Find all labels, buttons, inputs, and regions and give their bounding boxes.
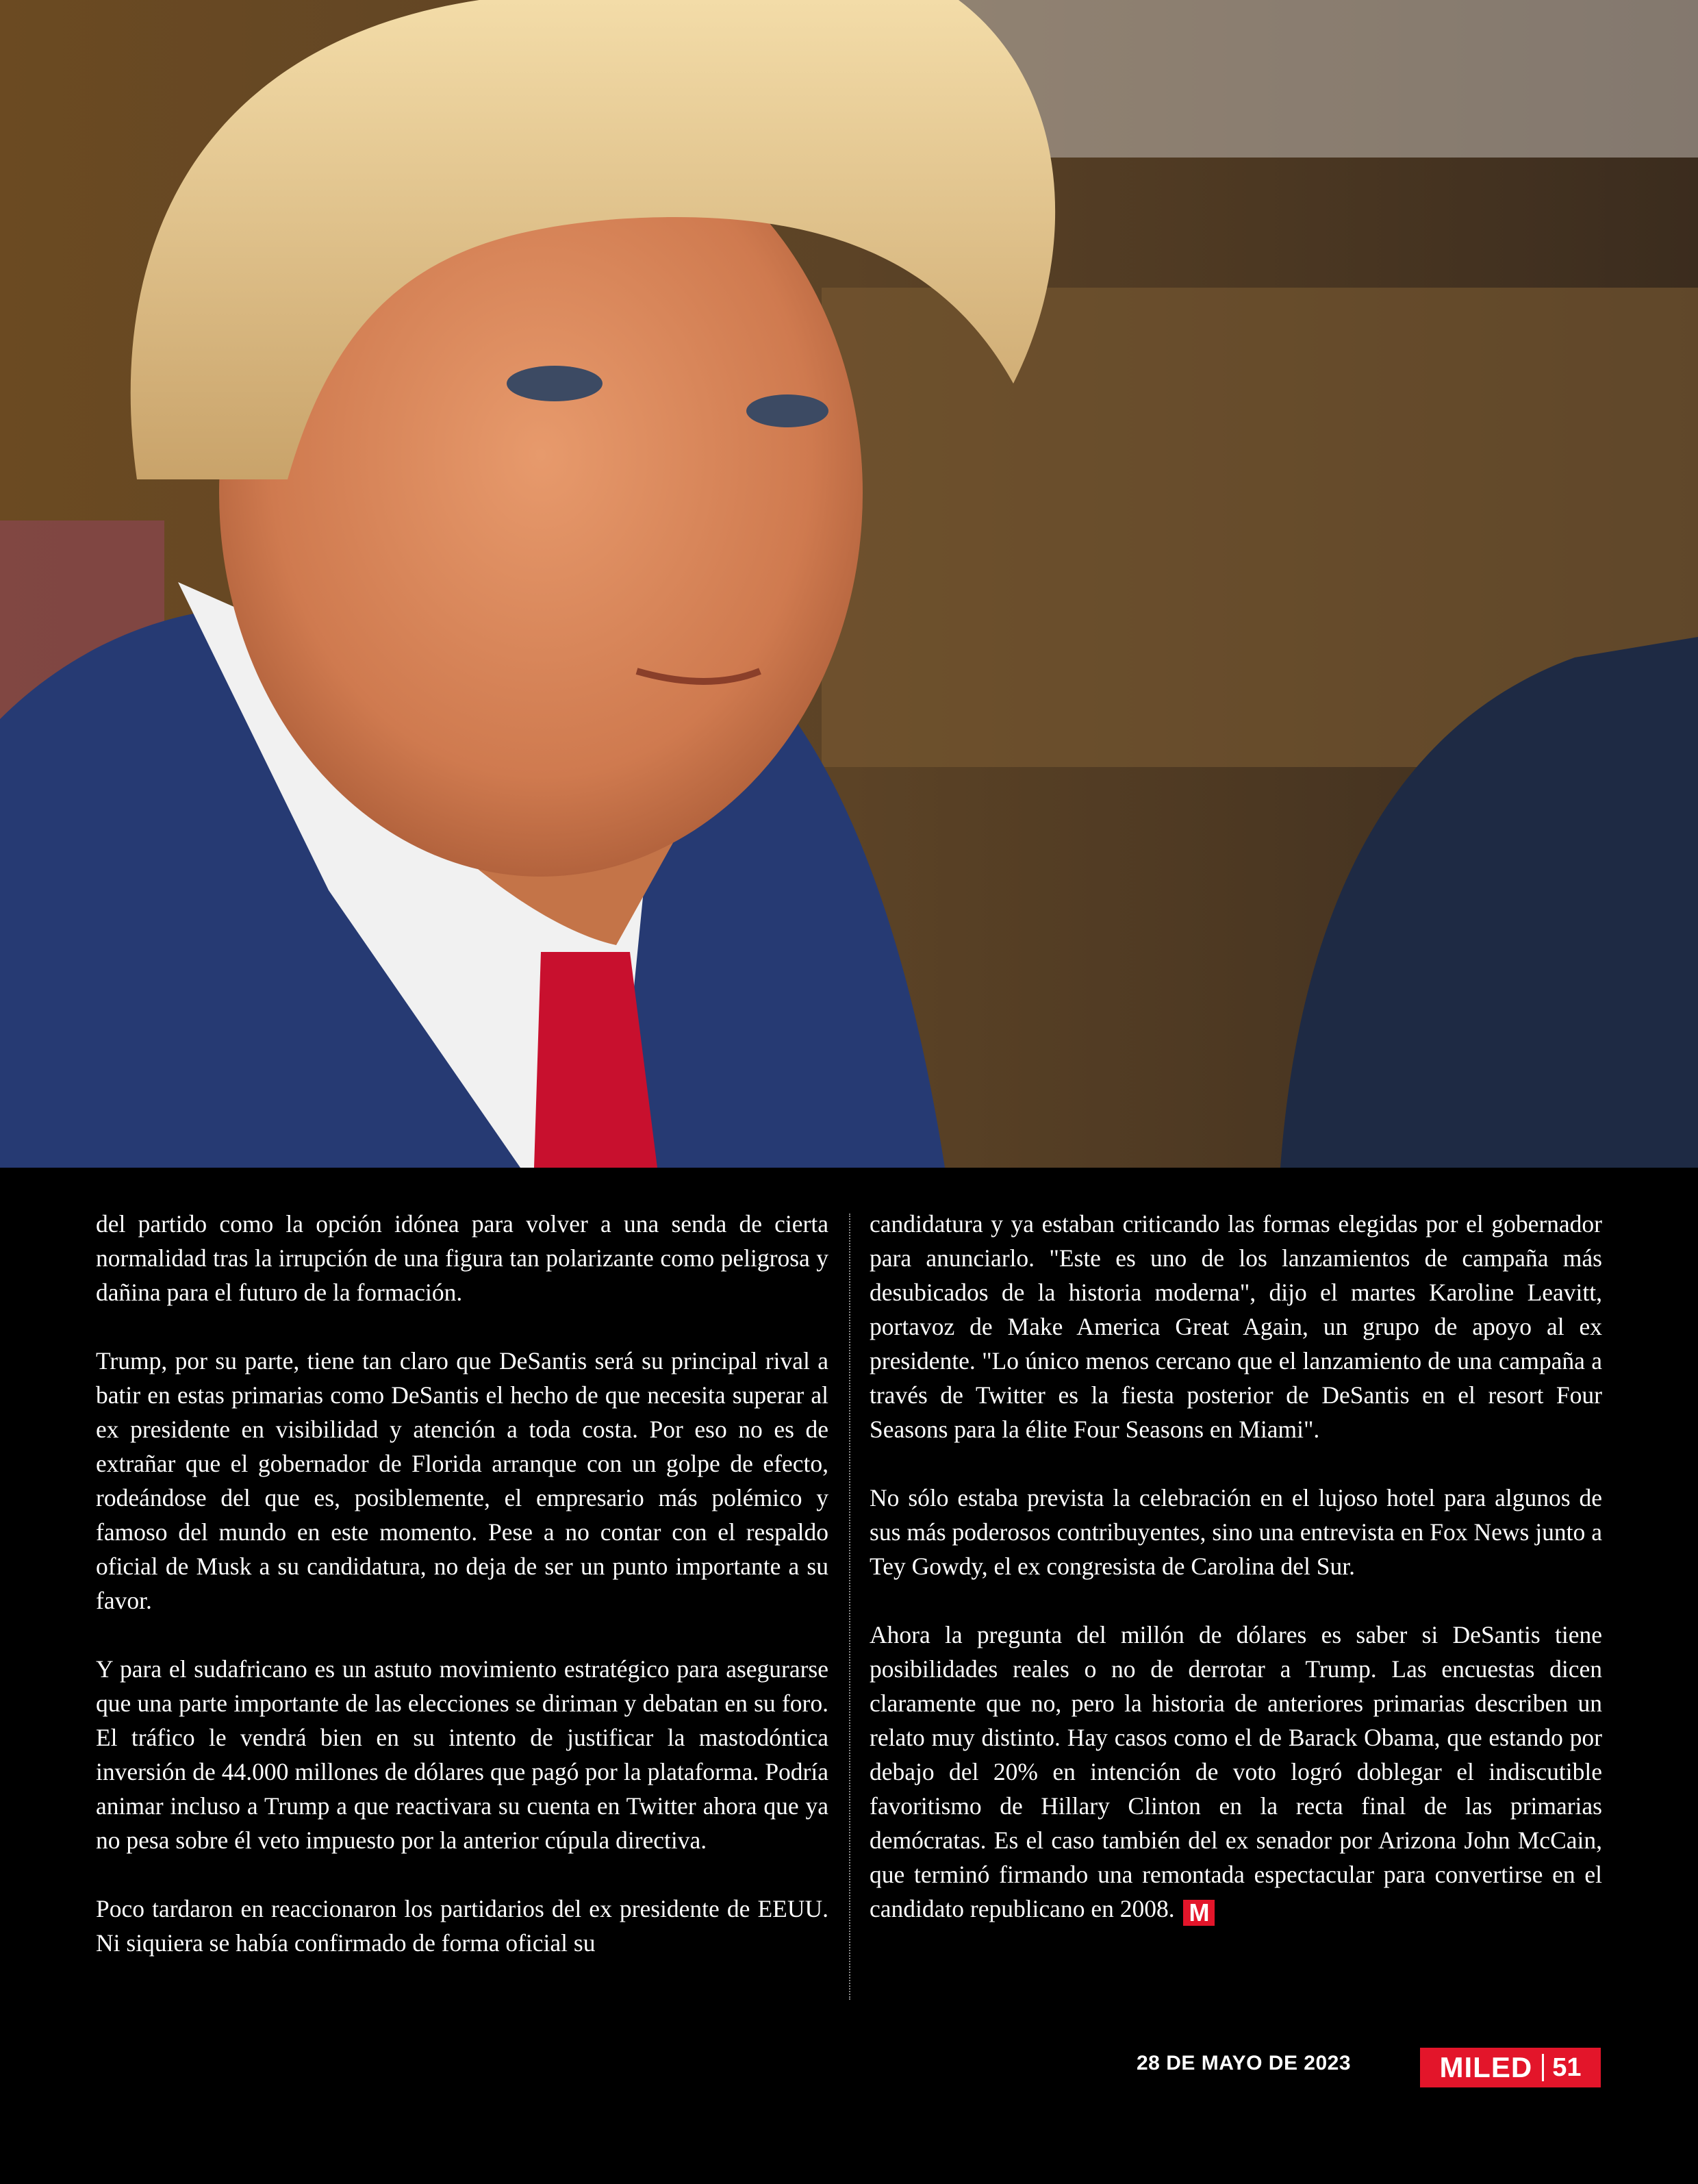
paragraph: Y para el sudafricano es un astuto movimiento estratégico para asegurarse que una parte importante de las elecciones se diriman y debatan en su foro. El tráfico le vendrá bien en su intento de justificar la mastodóntica inversión de 44.000 millones de dólares que pagó por la plataforma. Podría animar incluso a Trump a que reactivara su cuenta en Twitter ahora que ya no pesa sobre él veto impuesto por la anterior cúpula directiva. bbox=[96, 1655, 828, 1854]
badge-separator bbox=[1542, 2054, 1544, 2081]
page-number: 51 bbox=[1552, 2053, 1582, 2082]
paragraph-text: Ahora la pregunta del millón de dólares es saber si DeSantis tiene posibilidades reales o no de derrotar a Trump. Las encuestas dicen claramente que no, pero la historia de anteriores primarias describen un relato muy distinto. Hay casos como el de Barack Obama, que estando por debajo del 20% en intención de voto logró doblegar el indiscutible favoritismo de Hillary Clinton en la recta final de las primarias demócratas. Es el caso también del ex senador por Arizona John McCain, que terminó firmando una remontada espectacular para convertirse en el candidato republicano en 2008. bbox=[870, 1621, 1602, 1922]
article-column-right bbox=[870, 1207, 1602, 1960]
issue-date: 28 DE MAYO DE 2023 bbox=[1137, 2052, 1352, 2074]
paragraph: Poco tardaron en reaccionaron los partidarios del ex presidente de EEUU. Ni siquiera se había confirmado de forma oficial su bbox=[96, 1895, 828, 1957]
end-of-article-icon: M bbox=[1183, 1900, 1215, 1926]
paragraph: No sólo estaba prevista la celebración en el lujoso hotel para algunos de sus más poderosos contribuyentes, sino una entrevista en Fox News junto a Tey Gowdy, el ex congresista de Carolina del Sur. bbox=[870, 1484, 1602, 1580]
paragraph-last bbox=[870, 1618, 1602, 1926]
article-column-left bbox=[96, 1207, 828, 1994]
magazine-name: MILED bbox=[1439, 2051, 1533, 2083]
paragraph: Trump, por su parte, tiene tan claro que DeSantis será su principal rival a batir en estas primarias como DeSantis el hecho de que necesita superar al ex presidente en visibilidad y atención a toda costa. Por eso no es de extrañar que el gobernador de Florida arranque con un golpe de efecto, rodeándose del que es, posiblemente, el empresario más polémico y famoso del mundo en este momento. Pese a no contar con el respaldo oficial de Musk a su candidatura, no deja de ser un punto importante a su favor. bbox=[96, 1347, 828, 1614]
paragraph: del partido como la opción idónea para volver a una senda de cierta normalidad tras la irrupción de una figura tan polarizante como peligrosa y dañina para el futuro de la formación. bbox=[96, 1210, 828, 1306]
paragraph: candidatura y ya estaban criticando las formas elegidas por el gobernador para anunciarlo. "Este es uno de los lanzamientos de campaña más desubicados de la historia moderna", dijo el martes Karoline Leavitt, portavoz de Make America Great Again, un grupo de apoyo al ex presidente. "Lo único menos cercano que el lanzamiento de una campaña a través de Twitter es la fiesta posterior de DeSantis en el resort Four Seasons para la élite Four Seasons en Miami". bbox=[870, 1210, 1602, 1443]
column-divider bbox=[849, 1214, 850, 2000]
magazine-badge bbox=[1420, 2048, 1601, 2087]
